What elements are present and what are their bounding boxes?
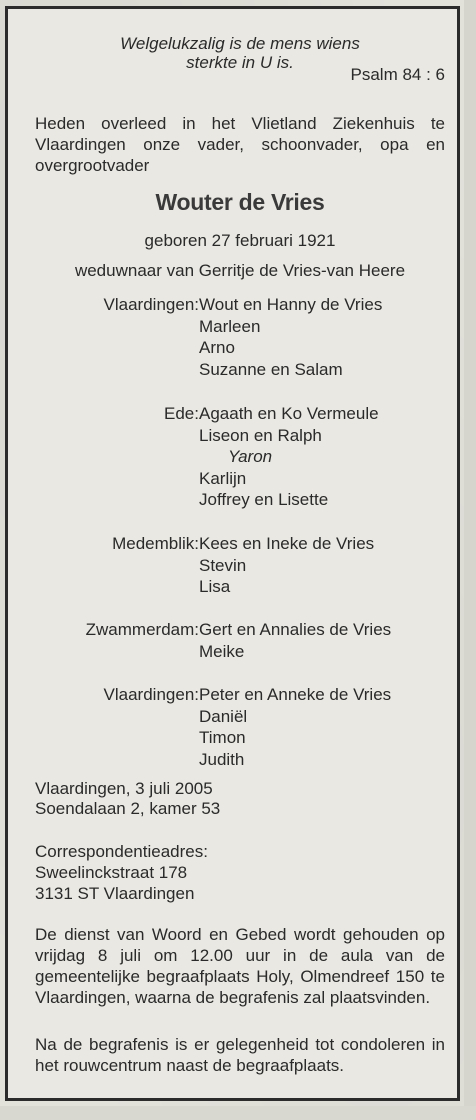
deceased-name: Wouter de Vries (155, 189, 325, 215)
correspondence-label: Correspondentieadres: (35, 842, 208, 861)
family-member: Meike (199, 641, 245, 661)
dateline-place-date: Vlaardingen, 3 juli 2005 (35, 779, 213, 798)
family-member: Peter en Anneke de Vries (199, 685, 392, 704)
family-place: Vlaardingen: (103, 295, 199, 314)
correspondence-city: 3131 ST Vlaardingen (35, 884, 195, 903)
motto-source: Psalm 84 : 6 (350, 65, 445, 84)
family-place: Zwammerdam: (85, 620, 199, 639)
family-members (199, 403, 379, 511)
adjacent-column-edge (464, 0, 476, 1120)
service-paragraph: De dienst van Woord en Gebed wordt gehouden op vrijdag 8 juli om 12.00 uur in de aula van de gemeentelijke begraafplaats Holy, Olmendreef 150 te Vlaardingen, waarna de begrafenis zal plaatsvinden. (35, 925, 445, 1007)
family-member: Kees en Ineke de Vries (199, 534, 375, 553)
condolence-paragraph: Na de begrafenis is er gelegenheid tot condoleren in het rouwcentrum naast de begraafplaats. (35, 1035, 445, 1075)
family-members (199, 619, 391, 662)
family-member: Karlijn (199, 468, 247, 488)
family-member: Wout en Hanny de Vries (199, 295, 383, 314)
family-member: Timon (199, 728, 246, 747)
family-member: Gert en Annalies de Vries (199, 620, 392, 639)
family-member: Liseon en Ralph (199, 425, 322, 445)
family-place: Vlaardingen: (103, 685, 199, 704)
family-member: Judith (199, 749, 245, 769)
family-place: Medemblik: (112, 534, 199, 553)
family-member: Lisa (199, 577, 231, 596)
widower-line: weduwnaar van Gerritje de Vries-van Heere (74, 261, 406, 280)
adjacent-page-edge (0, 1106, 476, 1120)
family-member: Daniël (199, 706, 248, 726)
family-member: Marleen (199, 316, 261, 336)
family-member: Agaath en Ko Vermeule (199, 404, 379, 423)
dateline-address: Soendalaan 2, kamer 53 (35, 799, 221, 818)
birth-date: geboren 27 februari 1921 (144, 231, 336, 250)
death-notice (5, 6, 460, 1101)
family-members (199, 533, 374, 598)
motto-line-1: Welgelukzalig is de mens wiens (120, 34, 360, 53)
family-place: Ede: (164, 404, 199, 423)
family-members (199, 684, 391, 770)
family-member: Arno (199, 338, 235, 357)
family-member: Stevin (199, 555, 247, 575)
motto-line-2: sterkte in U is. (186, 53, 294, 72)
family-member: Suzanne en Salam (199, 359, 343, 379)
correspondence-street: Sweelinckstraat 178 (35, 863, 188, 882)
intro-paragraph: Heden overleed in het Vlietland Ziekenhuis te Vlaardingen onze vader, schoonvader, opa en overgrootvader (35, 114, 445, 175)
family-members (199, 294, 382, 380)
family-member: Joffrey en Lisette (199, 490, 329, 509)
family-member-great-grandchild: Yaron (228, 447, 273, 466)
